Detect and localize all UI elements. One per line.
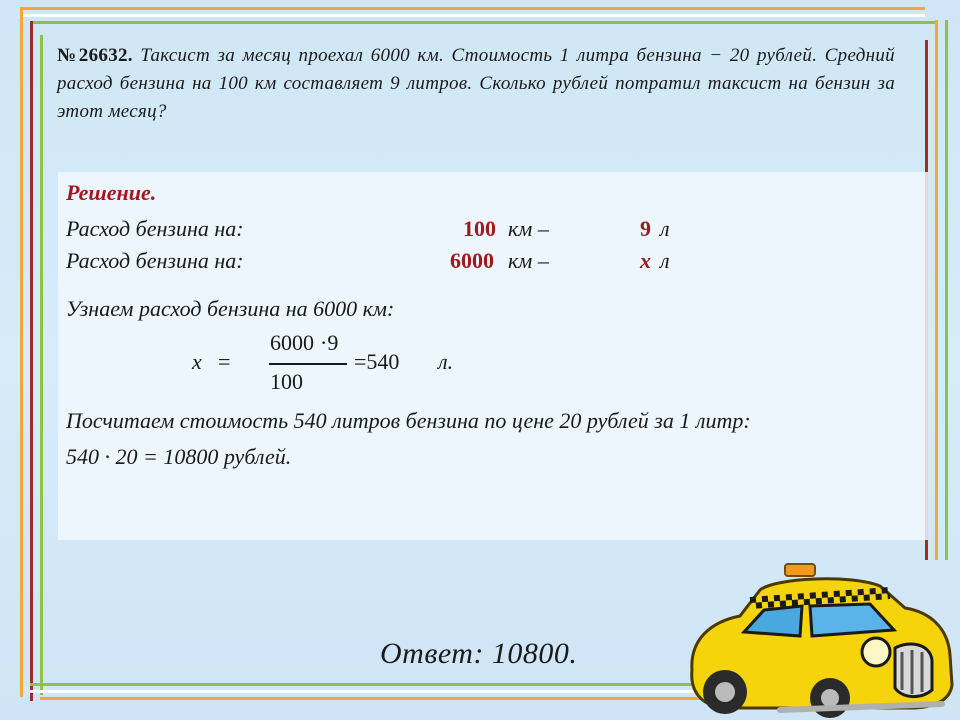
row-1-label: Расход бензина на: — [66, 216, 244, 241]
step-1-text: Узнаем расход бензина на 6000 км: — [66, 296, 395, 321]
frame-line — [30, 21, 33, 701]
formula-numerator: 6000 — [270, 330, 314, 355]
row-1-km: км – — [508, 216, 549, 241]
row-1-fuel: 9 — [640, 216, 651, 241]
frame-line — [30, 683, 710, 686]
formula-unit: л. — [438, 349, 454, 374]
solution-panel — [58, 172, 928, 540]
frame-line — [30, 690, 710, 693]
solution-heading: Решение. — [66, 180, 157, 205]
formula-equals: = — [218, 349, 231, 374]
row-1-distance: 100 — [463, 216, 496, 241]
problem-text: Таксист за месяц проехал 6000 км. Стоимость 1 литра бензина − 20 рублей. Средний расход бензина на 100 км составляет 9 литров. Сколько рублей потратил таксист на бензин за этот месяц? — [57, 45, 895, 122]
row-2-label: Расход бензина на: — [66, 248, 244, 273]
row-2-fuel: x — [640, 248, 651, 273]
row-2-km: км – — [508, 248, 549, 273]
row-2-unit: л — [660, 248, 670, 273]
frame-line — [40, 35, 43, 695]
frame-line — [20, 14, 925, 17]
frame-line — [20, 7, 925, 10]
formula-denominator: 100 — [270, 369, 303, 394]
formula-multiplier: ·9 — [320, 330, 339, 355]
taxi-car-illustration — [680, 560, 955, 720]
formula-result: =540 — [354, 349, 400, 374]
frame-line — [935, 20, 938, 560]
problem-number: №26632. — [57, 45, 133, 66]
row-2-distance: 6000 — [450, 248, 494, 273]
step-2-result: 540 · 20 = 10800 рублей. — [66, 444, 292, 469]
formula-variable: x — [192, 349, 202, 374]
frame-line — [40, 697, 700, 700]
fraction-bar — [269, 363, 347, 365]
frame-line — [20, 7, 23, 697]
problem-statement — [57, 42, 895, 126]
answer: Ответ: 10800. — [380, 637, 578, 670]
frame-line — [30, 21, 935, 24]
step-2-text: Посчитаем стоимость 540 литров бензина по цене 20 рублей за 1 литр: — [66, 408, 751, 433]
frame-line — [945, 20, 948, 560]
row-1-unit: л — [660, 216, 670, 241]
